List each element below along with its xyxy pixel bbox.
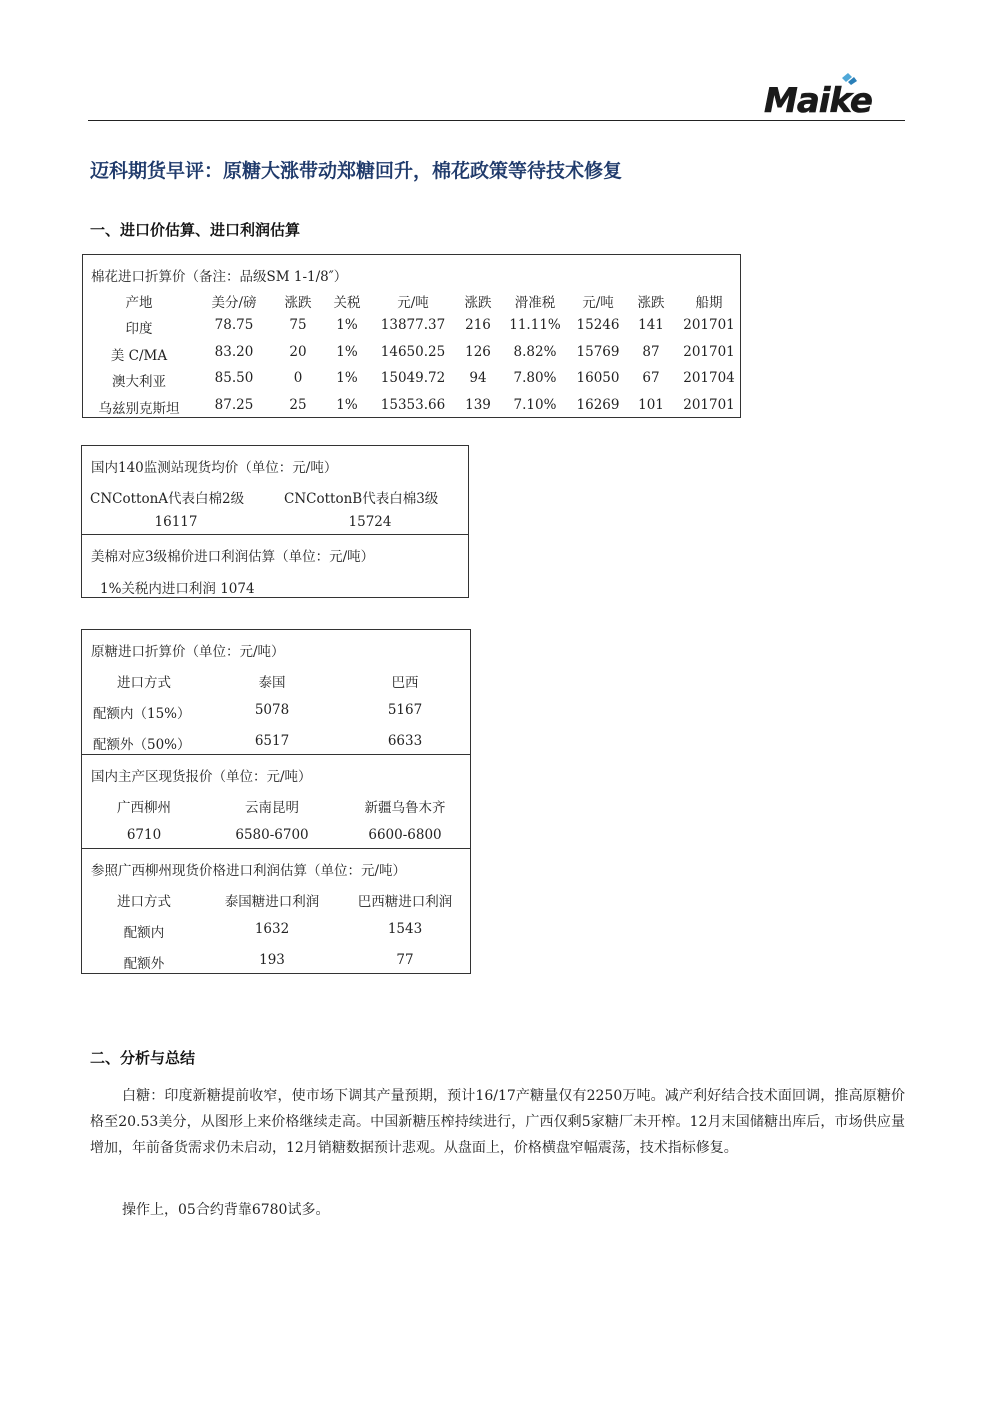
cotton-import-cell: 201701	[683, 396, 735, 413]
sugar-profit-header-thailand: 泰国糖进口利润	[224, 894, 320, 910]
sugar-tables-box	[81, 629, 471, 974]
cotton-import-cell: 11.11%	[509, 317, 561, 333]
maike-logo	[762, 72, 897, 120]
cotton-import-cell: 1%	[336, 396, 358, 413]
cotton-import-cell: 14650.25	[380, 343, 446, 360]
cotton-import-cell: 20	[289, 343, 307, 360]
sugar-domestic-value: 6600-6800	[368, 827, 442, 843]
cotton-import-header-cell: 滑准税	[514, 295, 556, 311]
cotton-import-cell: 83.20	[214, 343, 254, 360]
cotton-import-cell: 7.10%	[513, 396, 557, 413]
cotton-import-header-cell: 涨跌	[284, 295, 312, 311]
cotton-import-cell: 201701	[683, 343, 735, 360]
cotton-import-cell: 87	[642, 343, 660, 360]
sugar-domestic-header-liuzhou: 广西柳州	[117, 800, 171, 816]
sugar-domestic-value: 6580-6700	[235, 827, 309, 843]
operation-paragraph: 操作上，05合约背靠6780试多。	[122, 1202, 330, 1218]
cotton-import-cell: 15049.72	[380, 370, 446, 386]
cotton-import-cell: 201704	[683, 370, 735, 386]
cncotton-b-value: 15724	[348, 514, 392, 530]
divider	[82, 754, 470, 755]
sugar-import-cell: 5167	[387, 702, 423, 718]
sugar-import-header-brazil: 巴西	[391, 675, 419, 691]
cotton-import-cell: 15246	[576, 317, 620, 333]
cotton-import-cell: 8.82%	[513, 343, 557, 360]
document-title: 迈科期货早评：原糖大涨带动郑糖回升，棉花政策等待技术修复	[90, 160, 623, 182]
cotton-import-cell: 1%	[336, 317, 358, 333]
divider	[82, 534, 468, 535]
cotton-import-caption: 棉花进口折算价（备注：品级SM 1-1/8″）	[91, 269, 348, 285]
cotton-import-cell: 67	[642, 370, 660, 386]
section1-heading: 一、进口价估算、进口利润估算	[90, 221, 301, 239]
cotton-import-cell: 25	[289, 396, 307, 413]
sugar-profit-row-in-quota: 配额内	[123, 925, 165, 941]
import-profit-caption: 美棉对应3级棉价进口利润估算（单位：元/吨）	[91, 549, 375, 565]
cotton-import-cell: 13877.37	[380, 317, 446, 333]
cotton-import-cell: 141	[638, 317, 664, 333]
sugar-profit-cell: 193	[259, 952, 285, 968]
sugar-import-header-method: 进口方式	[117, 675, 171, 691]
import-profit-line: 1%关税内进口利润 1074	[100, 581, 255, 597]
domestic-cotton-caption: 国内140监测站现货均价（单位：元/吨）	[91, 460, 338, 476]
cotton-import-origin-cell: 印度	[125, 321, 153, 337]
cotton-import-header-cell: 元/吨	[582, 295, 614, 311]
cotton-import-header-cell: 涨跌	[637, 295, 665, 311]
cotton-import-cell: 7.80%	[513, 370, 557, 386]
cncotton-a-value: 16117	[154, 514, 198, 530]
sugar-import-caption: 原糖进口折算价（单位：元/吨）	[91, 644, 285, 660]
cotton-import-origin-cell: 澳大利亚	[112, 374, 166, 390]
sugar-profit-cell: 77	[396, 952, 414, 968]
cotton-import-cell: 16050	[576, 370, 620, 386]
cotton-import-cell: 78.75	[214, 317, 254, 333]
analysis-paragraph: 白糖：印度新糖提前收窄，使市场下调其产量预期，预计16/17产糖量仅有2250万吨。减产利好结合技术面回调，推高原糖价格至20.53美分，从图形上来价格继续走高。中国新糖压榨持续进行，广西仅剩5家糖厂未开榨。12月末国储糖出库后，市场供应量增加，年前备货需求仍未启动，12月销糖数据预计悲观。从盘面上，价格横盘窄幅震荡，技术指标修复。	[90, 1088, 905, 1156]
sugar-import-cell: 5078	[254, 702, 290, 718]
sugar-profit-caption: 参照广西柳州现货价格进口利润估算（单位：元/吨）	[91, 863, 407, 879]
cotton-import-cell: 0	[293, 370, 303, 386]
cotton-import-cell: 94	[469, 370, 487, 386]
sugar-import-header-thailand: 泰国	[258, 675, 286, 691]
cotton-import-origin-cell: 美 C/MA	[110, 347, 168, 364]
sugar-profit-cell: 1632	[254, 921, 290, 937]
sugar-profit-header-brazil: 巴西糖进口利润	[357, 894, 453, 910]
sugar-profit-cell: 1543	[387, 921, 423, 937]
cotton-import-cell: 1%	[336, 370, 358, 386]
cotton-import-cell: 139	[465, 396, 491, 413]
divider	[82, 848, 470, 849]
cotton-import-cell: 16269	[576, 396, 620, 413]
cotton-import-cell: 75	[289, 317, 307, 333]
cotton-import-header-cell: 元/吨	[397, 295, 429, 311]
cotton-import-cell: 101	[638, 396, 664, 413]
cotton-import-header-cell: 涨跌	[464, 295, 492, 311]
sugar-import-cell: 6633	[387, 733, 423, 749]
cotton-import-table	[82, 254, 741, 418]
cotton-import-cell: 126	[465, 343, 491, 360]
cotton-import-cell: 1%	[336, 343, 358, 360]
cotton-import-header-cell: 船期	[695, 295, 723, 311]
sugar-profit-header-method: 进口方式	[117, 894, 171, 910]
cotton-import-cell: 201701	[683, 317, 735, 333]
cotton-import-cell: 15769	[576, 343, 620, 360]
sugar-import-row-out-quota: 配额外（50%）	[93, 737, 191, 753]
cncotton-b-label: CNCottonB代表白棉3级	[284, 491, 439, 507]
sugar-import-row-in-quota: 配额内（15%）	[93, 706, 191, 722]
cotton-import-header-cell: 关税	[333, 295, 361, 311]
sugar-domestic-header-kunming: 云南昆明	[245, 800, 299, 816]
cotton-import-cell: 85.50	[214, 370, 254, 386]
sugar-profit-row-out-quota: 配额外	[123, 956, 165, 972]
domestic-cotton-box	[81, 445, 469, 598]
cotton-import-origin-cell: 乌兹别克斯坦	[98, 400, 180, 417]
header-rule	[88, 120, 905, 121]
cotton-import-header-cell: 美分/磅	[211, 295, 257, 311]
sugar-import-cell: 6517	[254, 733, 290, 749]
cotton-import-cell: 216	[465, 317, 491, 333]
cotton-import-cell: 87.25	[214, 396, 254, 413]
sugar-domestic-header-urumqi: 新疆乌鲁木齐	[364, 800, 446, 816]
cncotton-a-label: CNCottonA代表白棉2级	[90, 491, 245, 507]
logo-text: Maike	[764, 81, 872, 120]
cotton-import-header-cell: 产地	[125, 295, 153, 311]
cotton-import-cell: 15353.66	[380, 396, 446, 413]
section2-heading: 二、分析与总结	[90, 1049, 196, 1067]
sugar-domestic-value: 6710	[126, 827, 162, 843]
sugar-domestic-caption: 国内主产区现货报价（单位：元/吨）	[91, 769, 312, 785]
